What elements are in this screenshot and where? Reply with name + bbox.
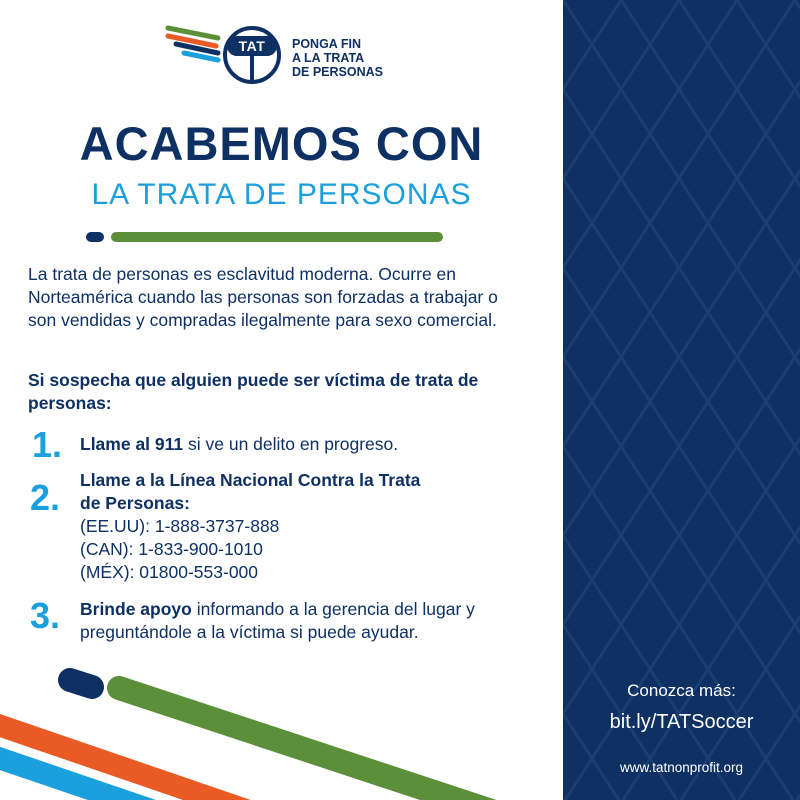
step-3-bold: Brinde apoyo	[80, 599, 192, 619]
phone-us[interactable]: (EE.UU): 1-888-3737-888	[80, 516, 280, 536]
phone-mex[interactable]: (MÉX): 01800-553-000	[80, 562, 259, 582]
step-3-text-line2: preguntándole a la víctima si puede ayudar.	[80, 622, 419, 642]
step-1-bold: Llame al 911	[80, 434, 184, 454]
logo-badge: TAT	[227, 36, 277, 56]
learn-more-label: Conozca más:	[627, 681, 736, 700]
logo-text-line: A LA TRATA	[292, 51, 365, 65]
step-2-bold-line: Llame a la Línea Nacional Contra la Trata	[80, 470, 421, 490]
step-number-3: 3.	[30, 595, 61, 636]
pattern-line	[679, 0, 800, 800]
learn-more-link[interactable]: bit.ly/TATSoccer	[609, 711, 754, 733]
pattern-line	[739, 0, 800, 800]
pattern-line	[795, 0, 800, 800]
step-2-bold-line: de Personas:	[80, 493, 190, 513]
headline: ACABEMOS CON	[79, 117, 484, 170]
stripe-navy-dot	[70, 680, 92, 687]
step-number-2: 2.	[30, 477, 61, 518]
phone-can[interactable]: (CAN): 1-833-900-1010	[80, 539, 263, 559]
website-link[interactable]: www.tatnonprofit.org	[619, 760, 744, 775]
diamond-pattern	[563, 0, 800, 800]
side-panel	[563, 0, 800, 800]
pattern-line	[563, 0, 679, 800]
step-number-1: 1.	[32, 424, 63, 465]
subheadline: LA TRATA DE PERSONAS	[91, 178, 472, 211]
prompt-heading: Si sospecha que alguien puede ser víctima de trata de personas:	[28, 370, 479, 413]
logo-text-line: DE PERSONAS	[292, 65, 383, 79]
step-1-text: si ve un delito en progreso.	[183, 434, 399, 454]
step-3-text: informando a la gerencia del lugar y	[191, 599, 475, 619]
intro-paragraph: La trata de personas es esclavitud moderna. Ocurre en Norteamérica cuando las personas son forzadas a trabajar o son vendidas y compradas ilegalmente para sexo comercial.	[28, 264, 498, 330]
logo-text-line: PONGA FIN	[292, 37, 361, 51]
